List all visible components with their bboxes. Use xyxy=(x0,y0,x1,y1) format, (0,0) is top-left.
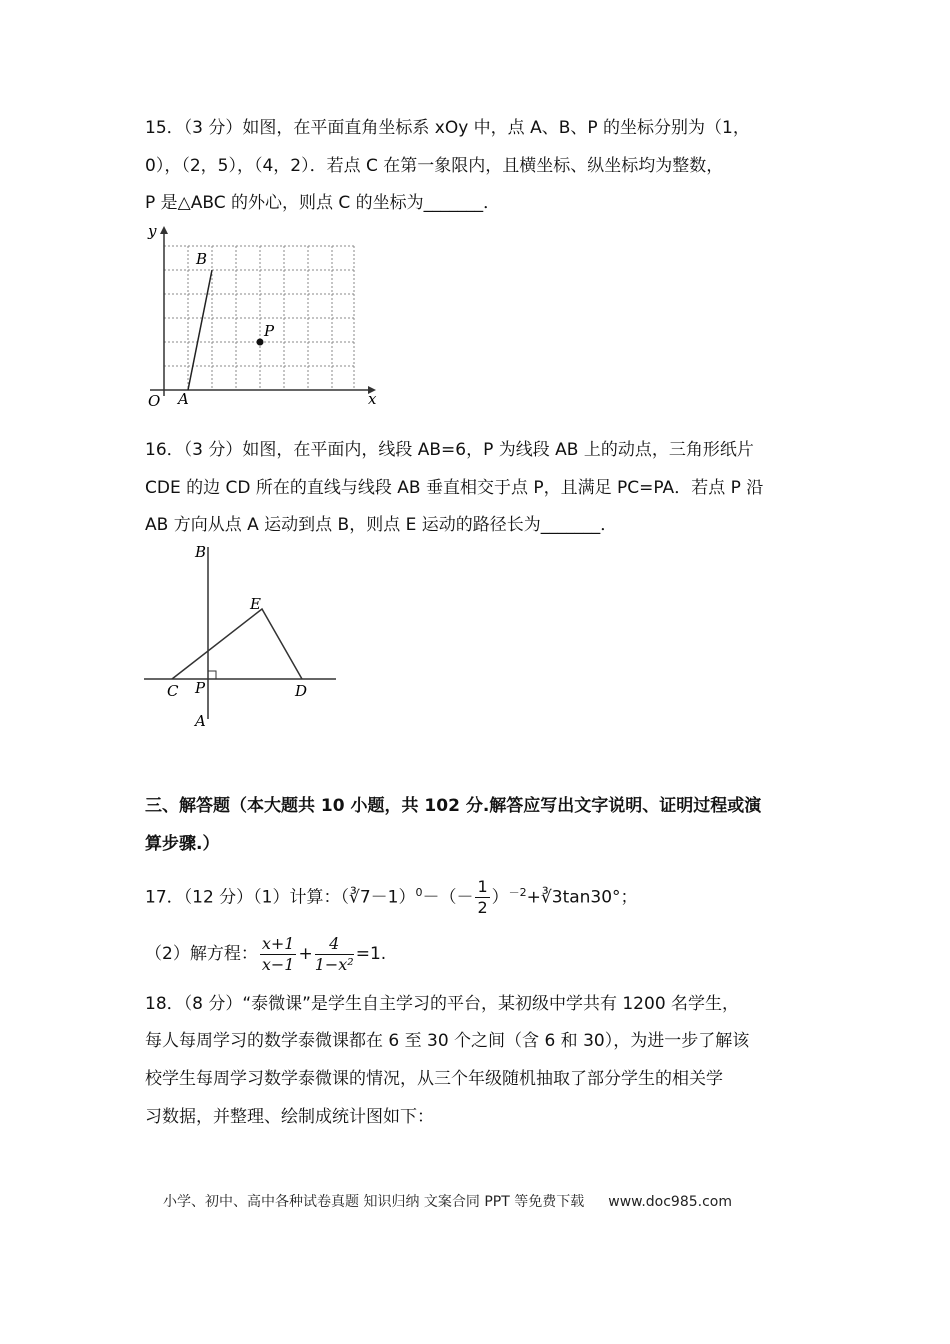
q15-label-p: P xyxy=(264,322,275,340)
q16-label-d: D xyxy=(295,682,308,700)
q15-y-axis-arrow xyxy=(160,226,168,234)
q16-label-b: B xyxy=(195,543,207,561)
q15-figure xyxy=(140,222,385,412)
q16-line-1: 16．（3 分）如图，在平面内，线段 AB=6，P 为线段 AB 上的动点，三角形纸片 xyxy=(145,440,754,460)
q17-f2-num: 4 xyxy=(315,934,354,955)
q15-line-2: 0），（2，5），（4，2）．若点 C 在第一象限内，且横坐标、纵坐标均为整数， xyxy=(145,156,724,176)
q17-fraction-half xyxy=(475,877,489,918)
q16-right-angle-mark xyxy=(208,671,216,679)
q15-line-3: P 是△ABC 的外心，则点 C 的坐标为_______． xyxy=(145,193,501,213)
q17-part-1 xyxy=(145,873,638,918)
q16-figure xyxy=(140,543,345,733)
q17-p2-suffix: =1. xyxy=(355,944,387,964)
q15-label-a: A xyxy=(178,390,189,408)
q16-label-c: C xyxy=(167,682,179,700)
q17-p2-prefix: （2）解方程： xyxy=(145,944,258,964)
footer-text: 小学、初中、高中各种试卷真题 知识归纳 文案合同 PPT 等免费下载 xyxy=(163,1194,585,1210)
q18-line-4: 习数据，并整理、绘制成统计图如下： xyxy=(145,1107,434,1127)
q16-triangle-cde xyxy=(172,609,302,679)
q16-line-2: CDE 的边 CD 所在的直线与线段 AB 垂直相交于点 P，且满足 PC=PA．若点 P 沿 xyxy=(145,478,764,498)
q16-label-a: A xyxy=(195,712,206,730)
q17-part-d: tan30°； xyxy=(562,887,638,908)
q15-label-b: B xyxy=(196,250,208,268)
q17-prefix: 17．（12 分）（1）计算：（ xyxy=(145,887,349,908)
page-footer xyxy=(163,1191,732,1211)
q17-f2-den: 1−x² xyxy=(314,954,354,974)
q17-exp-neg2: －2 xyxy=(508,886,527,899)
q15-point-p xyxy=(257,339,264,346)
q17-frac-den: 2 xyxy=(477,898,488,918)
q18-line-1: 18．（8 分）“泰微课”是学生自主学习的平台，某初级中学共有 1200 名学生， xyxy=(145,994,740,1014)
q17-part-b: －（－ xyxy=(422,887,474,908)
q17-part-a: －1） xyxy=(370,887,416,908)
q18-line-3: 校学生每周学习数学泰微课的情况，从三个年级随机抽取了部分学生的相关学 xyxy=(145,1069,723,1089)
q16-label-e: E xyxy=(250,595,261,613)
q17-fraction-2 xyxy=(315,934,354,975)
q15-segment-ab xyxy=(188,270,212,390)
section3-heading-line-1: 三、解答题（本大题共 10 小题，共 102 分.解答应写出文字说明、证明过程或演 xyxy=(145,796,762,816)
q15-line-1: 15．（3 分）如图，在平面直角坐标系 xOy 中，点 A、B、P 的坐标分别为（1， xyxy=(145,118,750,138)
section3-heading-line-2: 算步骤.） xyxy=(145,834,220,854)
q17-exp-0: 0 xyxy=(415,886,423,899)
q17-plus: + xyxy=(526,887,541,908)
q17-frac-num: 1 xyxy=(477,877,488,897)
q17-part-c: ） xyxy=(491,887,509,908)
q17-f1-num: x+1 xyxy=(261,933,295,953)
q17-cube-root-3: ∛3 xyxy=(540,887,563,908)
q17-fraction-1 xyxy=(260,934,297,975)
q15-label-o: O xyxy=(148,392,161,410)
q17-f1-den: x−1 xyxy=(261,954,295,974)
q17-part-2: （2）解方程： $\frac{x+1}{x-1}$ + $\frac{4}{\text{1−x²}}$ =1. xyxy=(145,933,387,974)
footer-url[interactable]: www.doc985.com xyxy=(608,1194,732,1210)
q16-label-p: P xyxy=(195,679,206,697)
q17-cube-root-7: ∛7 xyxy=(348,887,371,908)
q15-label-y: y xyxy=(148,222,157,240)
q16-line-3: AB 方向从点 A 运动到点 B，则点 E 运动的路径长为_______． xyxy=(145,515,618,535)
q18-line-2: 每人每周学习的数学泰微课都在 6 至 30 个之间（含 6 和 30），为进一步了解该 xyxy=(145,1031,750,1051)
q15-label-x: x xyxy=(368,390,377,408)
